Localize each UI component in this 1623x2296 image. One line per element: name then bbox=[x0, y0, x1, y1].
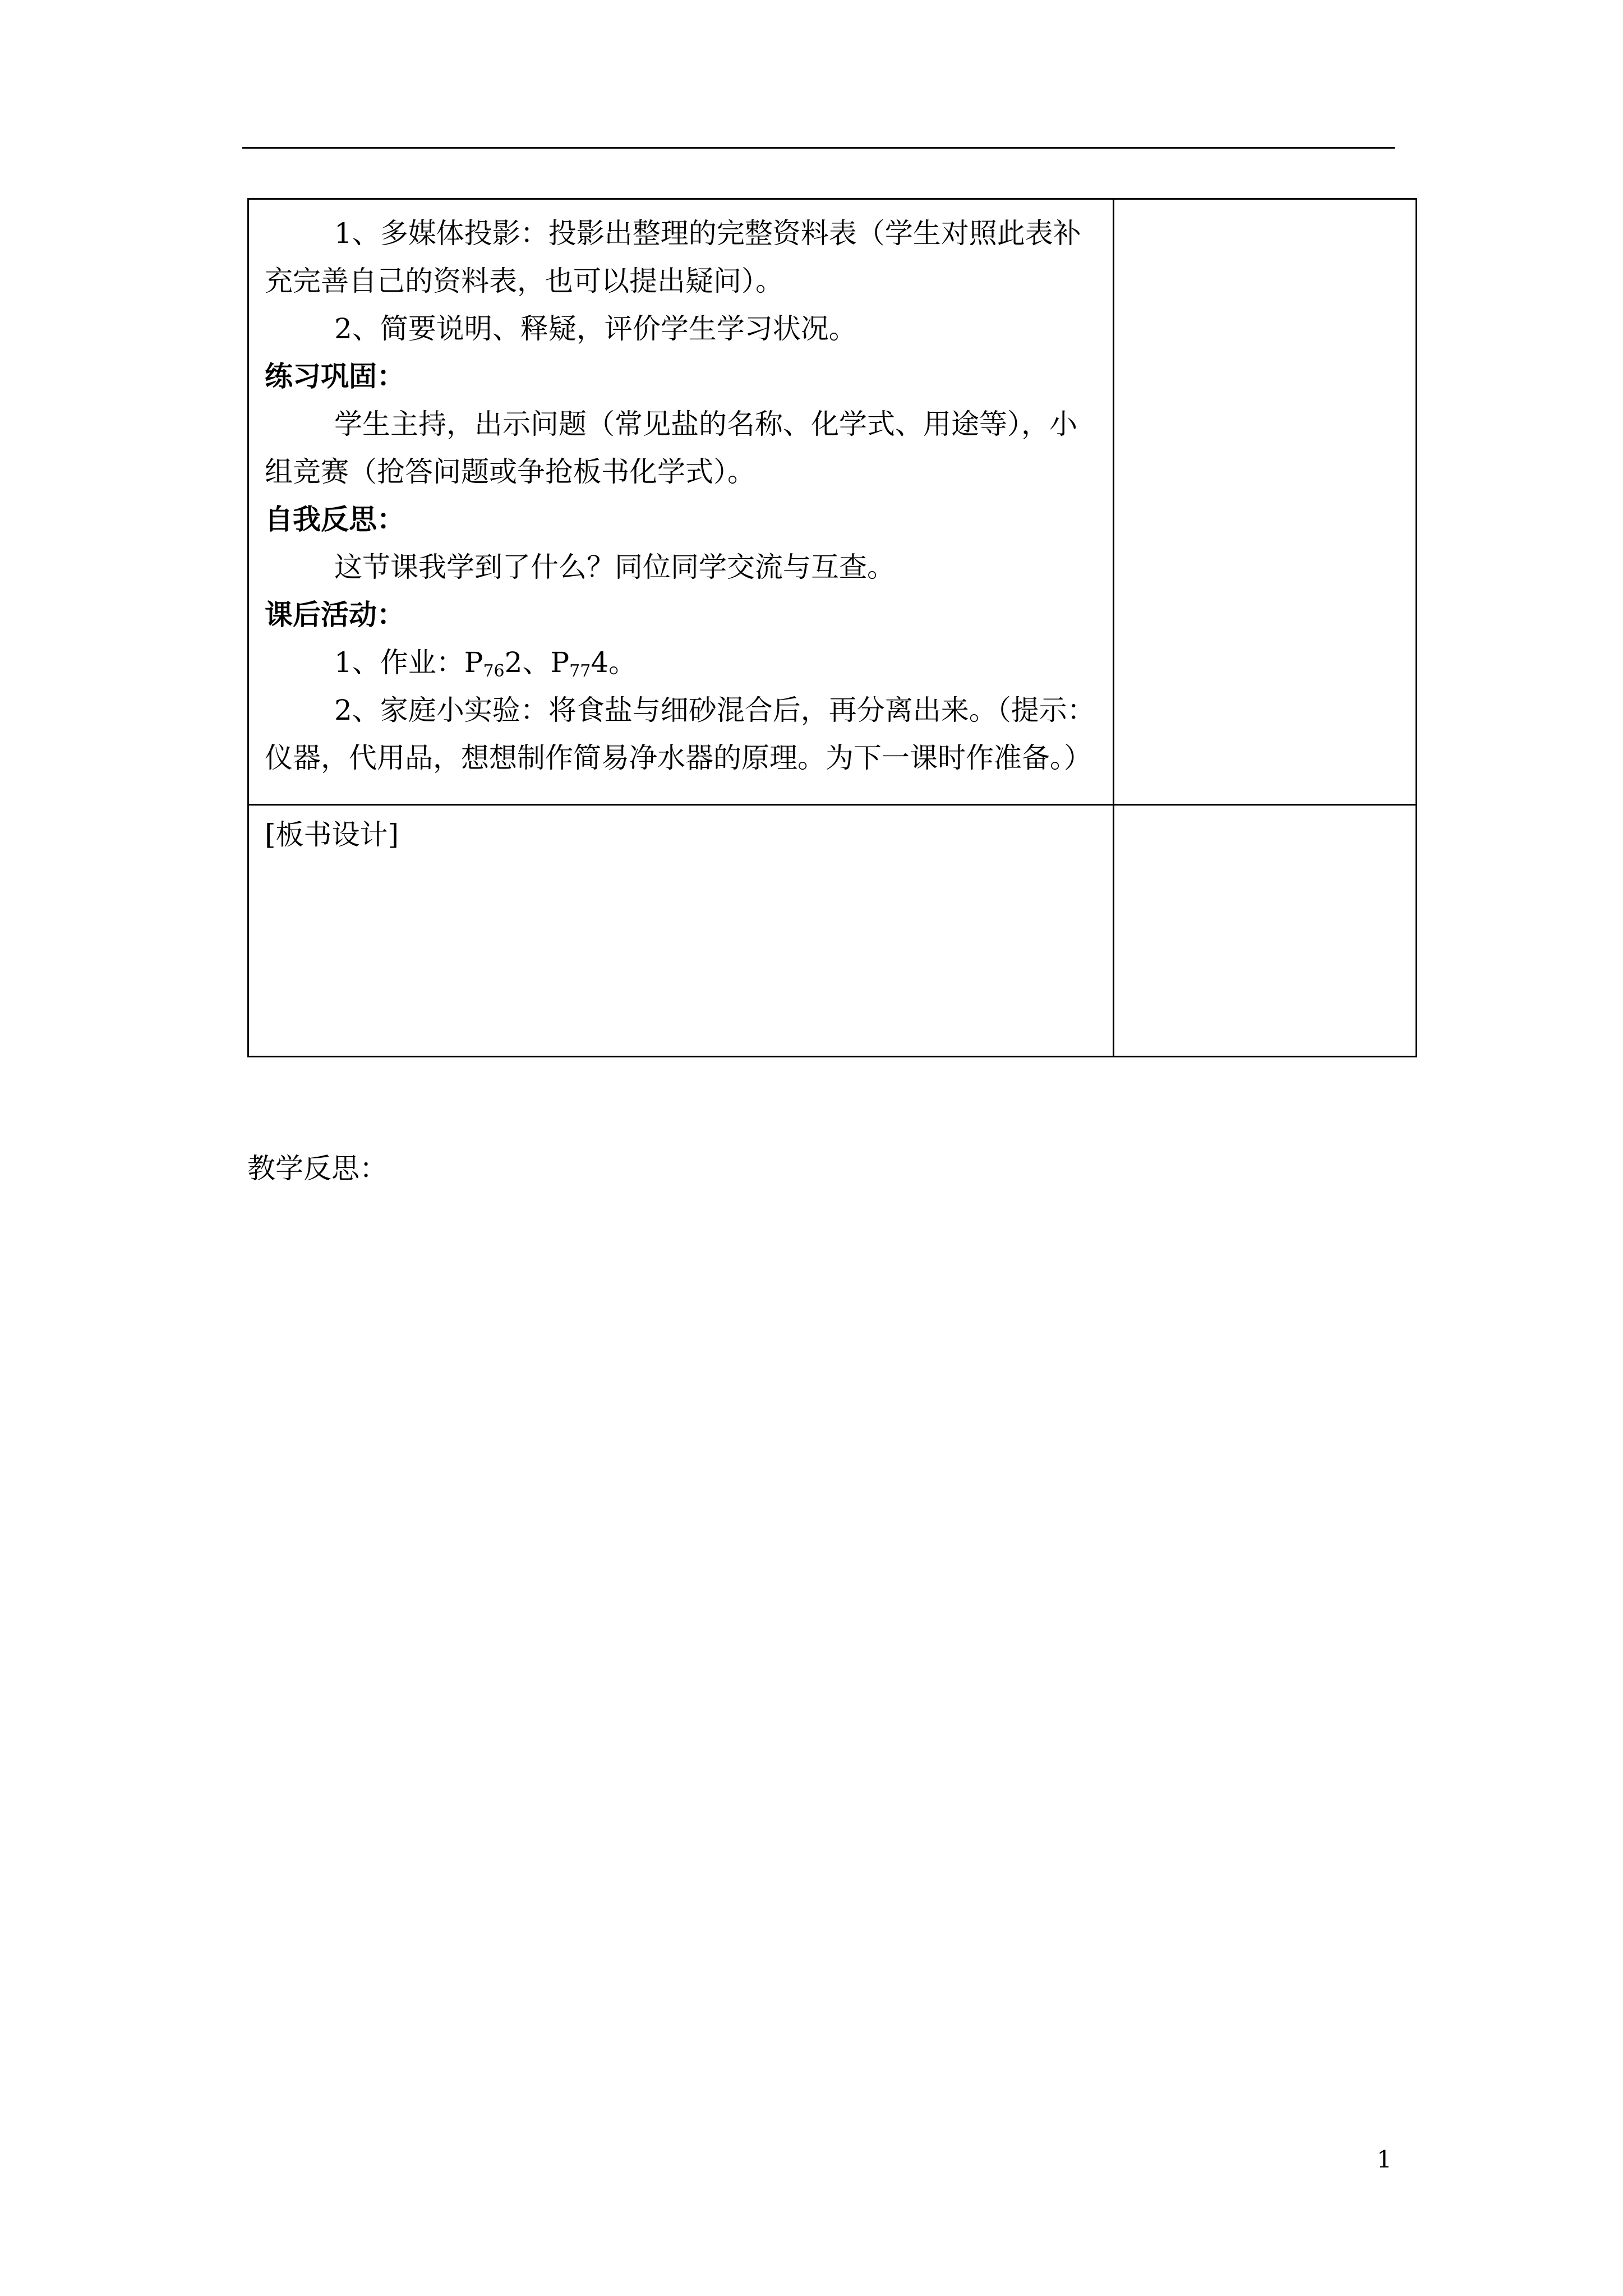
lesson-plan-table bbox=[247, 198, 1417, 1057]
experiment-line-1: 2、家庭小实验：将食盐与细砂混合后，再分离出来。（提示： bbox=[334, 694, 1095, 726]
after-class-heading: 课后活动： bbox=[265, 599, 405, 631]
table-row-divider bbox=[249, 804, 1415, 806]
lesson-content-cell bbox=[265, 210, 1106, 782]
board-design-label: [板书设计] bbox=[265, 818, 399, 851]
homework-page-2: 77 bbox=[569, 661, 591, 681]
review-item-1-text: 1、多媒体投影：投影出整理的完整资料表（学生对照此表补 bbox=[334, 217, 1081, 250]
table-column-divider bbox=[1113, 200, 1114, 1056]
experiment-line-2: 仪器，代用品，想想制作简易净水器的原理。为下一课时作准备。） bbox=[265, 742, 1092, 774]
practice-heading: 练习巩固： bbox=[265, 360, 405, 393]
teaching-reflection-label: 教学反思： bbox=[247, 1152, 388, 1185]
homework-number-2: 4。 bbox=[591, 646, 637, 679]
page-number: 1 bbox=[1377, 2146, 1392, 2173]
review-item-2: 2、简要说明、释疑，评价学生学习状况。 bbox=[334, 312, 857, 345]
self-reflection-heading: 自我反思： bbox=[265, 503, 405, 536]
homework-line bbox=[265, 639, 1106, 687]
homework-prefix: 1、作业：P bbox=[334, 646, 483, 679]
practice-line-2: 组竞赛（抢答问题或争抢板书化学式）。 bbox=[265, 455, 755, 488]
practice-line-1: 学生主持，出示问题（常见盐的名称、化学式、用途等），小 bbox=[334, 408, 1077, 440]
self-reflection-text: 这节课我学到了什么？同位同学交流与互查。 bbox=[334, 551, 895, 583]
review-item-1-line-2: 充完善自己的资料表，也可以提出疑问）。 bbox=[265, 265, 783, 297]
review-item-1-line-1 bbox=[265, 210, 1106, 257]
homework-number-1: 2、P bbox=[504, 646, 570, 679]
homework-page-1: 76 bbox=[483, 661, 505, 681]
header-rule bbox=[242, 147, 1395, 149]
